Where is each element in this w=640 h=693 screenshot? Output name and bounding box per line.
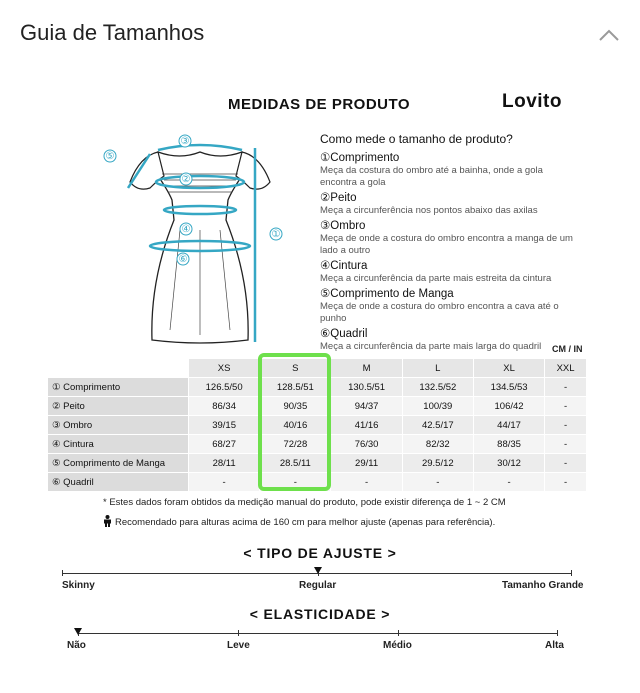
table-cell: 132.5/52 [402,378,473,397]
table-cell: - [331,473,402,492]
table-cell: 94/37 [331,397,402,416]
elasticity-tick [557,630,558,636]
fit-label-regular: Regular [299,580,337,591]
dress-diagram [100,130,300,350]
chevron-up-icon[interactable] [598,28,620,42]
brand-logo: Lovito [502,91,562,112]
column-header: XXL [545,359,587,378]
row-label: ③ Ombro [48,416,189,435]
recommendation-text: Recomendado para alturas acima de 160 cm para melhor ajuste (apenas para referência). [115,517,496,528]
column-header: XL [473,359,544,378]
table-cell: - [189,473,260,492]
table-cell: 134.5/53 [473,378,544,397]
table-cell: - [545,397,587,416]
table-cell: - [545,416,587,435]
table-cell: - [545,435,587,454]
table-cell: 40/16 [260,416,331,435]
column-header: S [260,359,331,378]
measure-item [320,288,580,326]
fit-label-large: Tamanho Grande [502,580,584,591]
measure-item-title: ④Cintura [320,260,368,273]
measure-item-desc: Meça de onde a costura do ombro encontra a manga de um lado a outro [320,232,573,257]
table-cell: 28/11 [189,454,260,473]
table-cell: 72/28 [260,435,331,454]
elasticity-label-nao: Não [67,640,86,651]
table-cell: 82/32 [402,435,473,454]
table-cell: - [545,378,587,397]
table-cell: 90/35 [260,397,331,416]
measure-item [320,220,580,258]
diagram-label-shoulder: ③ [180,136,190,147]
column-header: M [331,359,402,378]
table-cell: 126.5/50 [189,378,260,397]
measure-item-desc: Meça da costura do ombro até a bainha, onde a gola encontra a gola [320,164,543,189]
table-corner [48,359,189,378]
person-icon [103,515,112,527]
fit-label-skinny: Skinny [62,580,95,591]
size-s-highlight [258,353,331,491]
measure-item-title: ③Ombro [320,219,366,232]
table-cell: 29.5/12 [402,454,473,473]
diagram-label-hip: ⑥ [178,254,188,265]
elasticity-label-leve: Leve [227,640,250,651]
table-cell: - [260,473,331,492]
table-cell: 30/12 [473,454,544,473]
table-cell: 68/27 [189,435,260,454]
table-cell: 29/11 [331,454,402,473]
table-cell: - [545,473,587,492]
measure-item-desc: Meça a circunferência nos pontos abaixo das axilas [320,204,538,216]
table-cell: 28.5/11 [260,454,331,473]
table-cell: 76/30 [331,435,402,454]
diagram-label-sleeve: ⑤ [105,151,115,162]
table-cell: 130.5/51 [331,378,402,397]
measure-item [320,328,580,354]
measure-item-title: ⑥Quadril [320,328,368,341]
elasticity-selected-marker [74,628,82,635]
table-cell: 106/42 [473,397,544,416]
row-label: ② Peito [48,397,189,416]
diagram-label-length: ① [271,229,281,240]
recommendation-note [103,515,495,528]
elasticity-title: < ELASTICIDADE > [249,606,391,622]
table-cell: - [545,454,587,473]
elasticity-tick [238,630,239,636]
elasticity-label-medio: Médio [383,640,412,651]
table-cell: 100/39 [402,397,473,416]
column-header: XS [189,359,260,378]
table-cell: 44/17 [473,416,544,435]
measure-item-title: ①Comprimento [320,151,400,164]
diagram-label-waist: ④ [181,224,191,235]
table-cell: 41/16 [331,416,402,435]
size-guide-header [0,0,640,72]
measure-item-title: ②Peito [320,192,357,205]
measure-item [320,192,580,218]
elasticity-scale-line [78,633,558,634]
measure-item [320,260,580,286]
row-label: ① Comprimento [48,378,189,397]
fit-tick [62,570,63,576]
table-cell: - [473,473,544,492]
page-title: Guia de Tamanhos [20,20,205,45]
table-cell: 128.5/51 [260,378,331,397]
elasticity-tick [398,630,399,636]
measure-item [320,152,580,190]
fit-tick [571,570,572,576]
disclaimer-note: * Estes dados foram obtidos da medição manual do produto, pode existir diferença de 1 ~ 2 CM [103,497,506,508]
table-cell: 42.5/17 [402,416,473,435]
table-cell: 86/34 [189,397,260,416]
row-label: ⑥ Quadril [48,473,189,492]
table-cell: 39/15 [189,416,260,435]
how-to-measure-question: Como mede o tamanho de produto? [320,132,513,146]
diagram-label-chest: ② [181,174,191,185]
measure-item-desc: Meça a circunferência da parte mais larga do quadril [320,340,542,352]
table-cell: - [402,473,473,492]
row-label: ④ Cintura [48,435,189,454]
row-label: ⑤ Comprimento de Manga [48,454,189,473]
measure-item-title: ⑤Comprimento de Manga [320,287,454,300]
measure-item-desc: Meça de onde a costura do ombro encontra a cava até o punho [320,300,559,325]
column-header: L [402,359,473,378]
unit-label: CM / IN [552,344,583,354]
fit-selected-marker [314,567,322,574]
chart-title: MEDIDAS DE PRODUTO [228,96,411,113]
table-cell: 88/35 [473,435,544,454]
fit-type-title: < TIPO DE AJUSTE > [243,545,397,561]
measure-item-desc: Meça a circunferência da parte mais estreita da cintura [320,272,552,284]
how-to-measure [320,133,580,356]
elasticity-label-alta: Alta [545,640,564,651]
